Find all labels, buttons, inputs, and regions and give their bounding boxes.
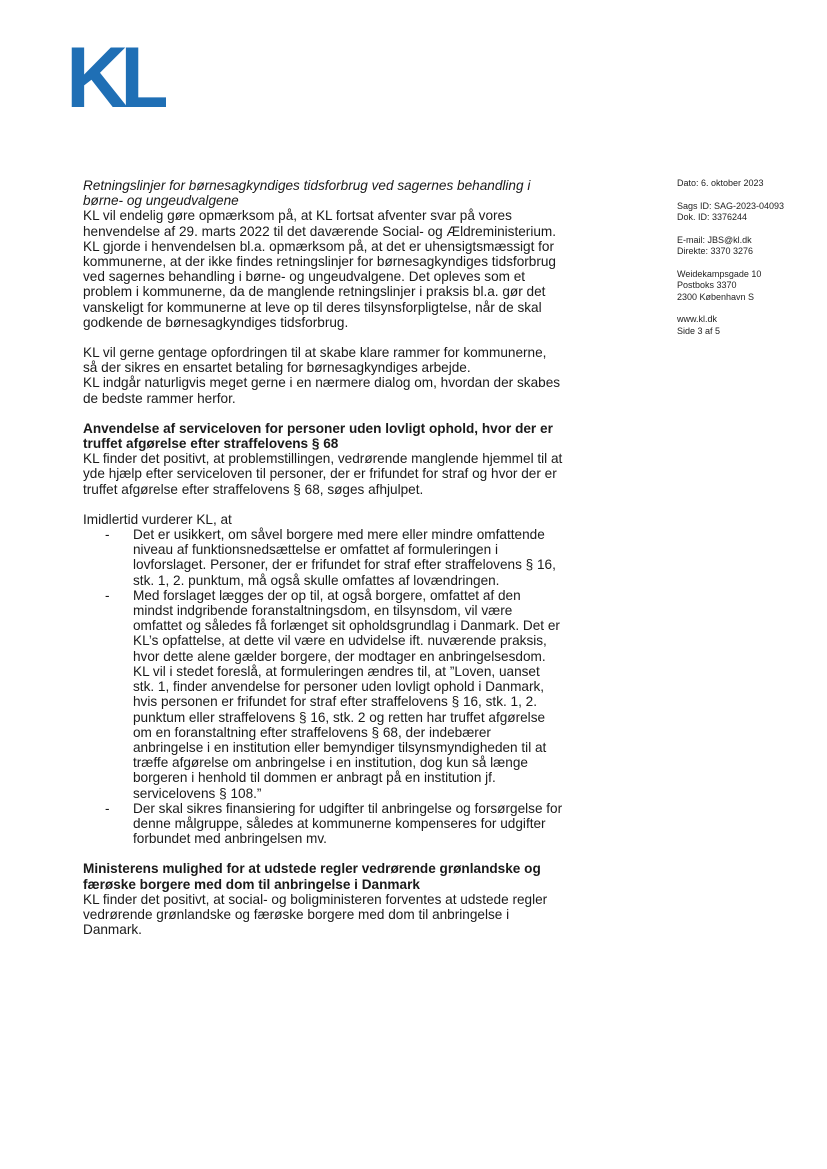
meta-page-number: Side 3 af 5 [677,325,721,336]
body-paragraph: KL vil gerne gentage opfordringen til at skabe klare rammer for kommunerne, så der sikres en ensartet betaling for børnesagkyndiges arbejde. [83,345,547,376]
body-paragraph: KL vil endelig gøre opmærksom på, at KL fortsat afventer svar på vores henvendelse af 29. marts 2022 til det daværende Social- og Ældreministerium. KL gjorde i henvendelsen bl.a. opmærksom på, at det er uhensigtsmæssigt for kommunerne, at der ikke findes retningslinjer for børnesagkyndiges tidsforbrug ved sagernes behandling i børne- og ungeudvalgene. Det opleves som et problem i kommunerne, da de manglende retningslinjer i praksis bl.a. gør det vanskeligt for kommunerne at leve op til deres tilsynsforpligtelse, når de skal godkende de børnesagkyndiges tidsforbrug. [83,208,557,330]
meta-doc-id: Dok. ID: 3376244 [677,212,748,222]
meta-address-line: Weidekampsgade 10 [677,268,762,279]
meta-address-line: Postboks 3370 [677,280,737,290]
dash-bullet: - [105,587,110,603]
list-item-text: Det er usikkert, om såvel borgere med mere eller mindre omfattende niveau af funktionsnedsættelse er omfattet af formuleringen i lovforslaget. Personer, der er frifundet for straf efter straffelovens § 16, stk. 1, 2. punktum, må også skulle omfattes af lovændringen. [133,527,556,588]
kl-logo: KL [66,45,165,111]
meta-website: www.kl.dk [677,314,718,324]
body-paragraph: Imidlertid vurderer KL, at [83,511,232,527]
body-paragraph: KL finder det positivt, at problemstillingen, vedrørende manglende hjemmel til at yde hjælp efter serviceloven til personer, der er frifundet for straf og hvor der er truffet afgørelse efter straffelovens § 68, søges afhjulpet. [83,451,563,497]
list-item-text: Med forslaget lægges der op til, at også borgere, omfattet af den mindst indgribende foranstaltningsdom, en tilsynsdom, vil være omfattet og således få forlænget sit opholdsgrundlag i Danmark. Det er KL’s opfattelse, at dette vil være en udvidelse ift. nuværende praksis, hvor dette alene gælder borgere, der modtager en anbringelsesdom. KL vil i stedet foreslå, at formuleringen ændres til, at ”Loven, uanset stk. 1, finder anvendelse for personer uden lovligt ophold i Danmark, hvis personen er frifundet for straf efter straffelovens § 16, stk. 1, 2. punktum eller straffelovens § 16, stk. 2 og retten har truffet afgørelse om en foranstaltning efter straffelovens § 68, der indebærer anbringelse i en institution eller bemyndiger tilsynsmyndigheden til at træffe afgørelse om anbringelse i en institution, dog kun så længe borgeren i henhold til dommen er anbragt på en institution jf. servicelovens § 108.” [133,587,560,801]
document-body [83,178,563,937]
meta-address-line: 2300 København S [677,291,755,302]
section-heading: Anvendelse af serviceloven for personer uden lovligt ophold, hvor der er truffet afgørelse efter straffelovens § 68 [83,420,553,452]
meta-case-id: Sags ID: SAG-2023-04093 [677,200,785,211]
list-item-text: Der skal sikres finansiering for udgifter til anbringelse og forsørgelse for denne målgruppe, således at kommunerne kompenseres for udgifter forbundet med anbringelsen mv. [133,800,563,847]
list-item [105,587,563,801]
section-heading-italic: Retningslinjer for børnesagkyndiges tidsforbrug ved sagernes behandling i børne- og ungeudvalgene [83,178,531,209]
meta-date: Dato: 6. oktober 2023 [677,178,764,188]
document-meta [677,178,817,348]
body-paragraph: KL finder det positivt, at social- og boligministeren forventes at udstede regler vedrørende grønlandske og færøske borgere med dom til anbringelse i Danmark. [83,891,548,938]
dash-bullet: - [105,527,110,543]
meta-email: E-mail: JBS@kl.dk [677,234,752,245]
bullet-list [83,527,563,846]
list-item [105,800,563,847]
body-paragraph: KL indgår naturligvis meget gerne i en nærmere dialog om, hvordan der skabes de bedste rammer herfor. [83,375,561,406]
section-heading: Ministerens mulighed for at udstede regler vedrørende grønlandske og færøske borgere med dom til anbringelse i Danmark [83,861,541,892]
list-item [105,527,563,588]
dash-bullet: - [105,800,110,816]
meta-direct-phone: Direkte: 3370 3276 [677,246,754,256]
